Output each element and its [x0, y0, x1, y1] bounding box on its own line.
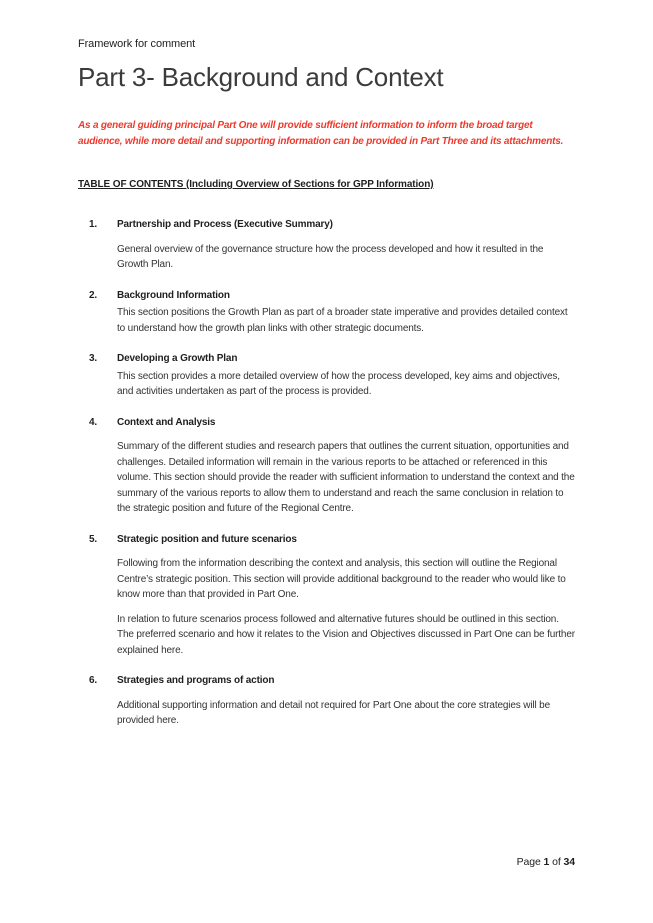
toc-item-heading: Context and Analysis — [117, 416, 216, 428]
toc-item-heading: Partnership and Process (Executive Summary) — [117, 219, 333, 230]
toc-item-paragraph: In relation to future scenarios process followed and alternative futures should be outlined in this section. The preferred scenario and how it relates to the Vision and Objectives discussed in Part One can be further explained here. — [117, 613, 575, 656]
toc-item-paragraph: Following from the information describing the context and analysis, this section will outline the Regional Centre’s strategic position. This section will provide additional background to the reader who would like to know more than that provided in Part One. — [117, 558, 566, 600]
document-header: Framework for comment — [78, 38, 196, 50]
toc-item-body — [117, 698, 575, 729]
toc-item — [78, 217, 575, 273]
toc-item-number: 6. — [89, 675, 98, 686]
toc-item-heading: Developing a Growth Plan — [117, 353, 238, 364]
toc-item-body — [117, 305, 575, 336]
toc-item-paragraph: General overview of the governance structure how the process developed and how it resulted in the Growth Plan. — [117, 243, 544, 270]
toc-item-body — [117, 369, 575, 400]
toc-list — [78, 217, 575, 729]
toc-item-heading: Background Information — [117, 289, 230, 301]
guidance-note: As a general guiding principal Part One will provide sufficient information to inform the broad target audience, while more detail and supporting information can be provided in Part Three and its attachments. — [78, 120, 564, 147]
toc-item-heading: Strategies and programs of action — [117, 675, 275, 686]
toc-item-paragraph: Summary of the different studies and research papers that outlines the current situation, opportunities and challenges. Detailed information will remain in the various reports to be attached or referenced in this volume. This section should provide the reader with sufficient information to understand the context and the summary of the various reports to allow them to understand and reach the same conclusion in relation to the strategic position and future of the Regional Centre. — [117, 441, 575, 514]
page-footer — [517, 856, 575, 868]
page-number-total: 34 — [563, 856, 575, 868]
toc-item-number: 2. — [89, 289, 98, 301]
page-label: Page — [516, 856, 541, 868]
of-label: of — [552, 856, 561, 868]
toc-item-paragraph: This section provides a more detailed overview of how the process developed, key aims and objectives, and activities undertaken as part of the process is provided. — [117, 370, 560, 397]
toc-item — [78, 351, 575, 400]
toc-item — [78, 288, 575, 337]
toc-item — [78, 415, 575, 517]
toc-item-number: 1. — [89, 219, 98, 230]
toc-item — [78, 532, 575, 659]
toc-item-number: 4. — [89, 416, 98, 428]
toc-item-paragraph: This section positions the Growth Plan as part of a broader state imperative and provides detailed context to understand how the growth plan links with other strategic documents. — [117, 307, 568, 334]
toc-heading: TABLE OF CONTENTS (Including Overview of Sections for GPP Information) — [78, 179, 434, 190]
toc-item-heading: Strategic position and future scenarios — [117, 533, 297, 545]
toc-item-body — [117, 556, 575, 658]
toc-item — [78, 673, 575, 729]
page-number-current: 1 — [543, 856, 550, 868]
toc-item-number: 5. — [89, 533, 98, 545]
toc-item-paragraph: Additional supporting information and detail not required for Part One about the core strategies will be provided here. — [117, 699, 550, 726]
page-title: Part 3- Background and Context — [78, 62, 444, 92]
toc-item-number: 3. — [89, 353, 98, 364]
toc-item-body — [117, 439, 575, 517]
toc-item-body — [117, 242, 575, 273]
